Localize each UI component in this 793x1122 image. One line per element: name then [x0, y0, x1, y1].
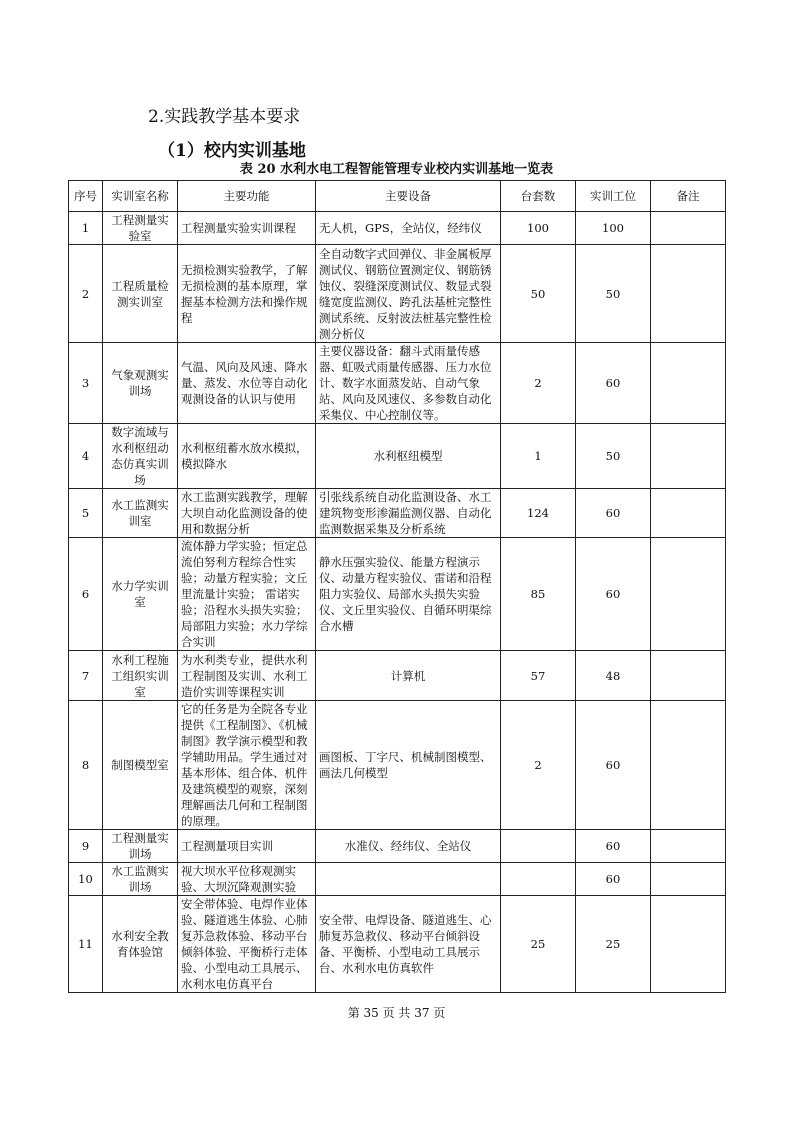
- cell-notes: [651, 343, 726, 424]
- cell-stations: 60: [576, 538, 651, 651]
- cell-equipment: [316, 863, 501, 896]
- training-base-table: [68, 180, 726, 993]
- cell-sets: [501, 830, 576, 863]
- cell-notes: [651, 896, 726, 993]
- cell-stations: 50: [576, 245, 651, 343]
- cell-sets: 124: [501, 489, 576, 538]
- cell-room: 水利安全教育体验馆: [103, 896, 178, 993]
- cell-function: 水利枢纽蓄水放水模拟，模拟降水: [178, 424, 316, 489]
- cell-seq: 8: [69, 701, 103, 830]
- cell-notes: [651, 538, 726, 651]
- cell-sets: 50: [501, 245, 576, 343]
- cell-function: 流体静力学实验；恒定总流伯努利方程综合性实验；动量方程实验；文丘里流量计实验； 雷诺实验；沿程水头损失实验；局部阻力实验；水力学综合实训: [178, 538, 316, 651]
- table-row: [69, 212, 726, 245]
- cell-seq: 2: [69, 245, 103, 343]
- header-sets: 台套数: [501, 181, 576, 212]
- header-stations: 实训工位: [576, 181, 651, 212]
- cell-room: 水力学实训室: [103, 538, 178, 651]
- cell-stations: 60: [576, 863, 651, 896]
- cell-stations: 60: [576, 830, 651, 863]
- table-row: [69, 343, 726, 424]
- cell-function: 工程测量实验实训课程: [178, 212, 316, 245]
- cell-equipment: 引张线系统自动化监测设备、水工建筑物变形渗漏监测仪器、自动化监测数据采集及分析系统: [316, 489, 501, 538]
- cell-notes: [651, 863, 726, 896]
- cell-room: 数字流域与水利枢纽动态仿真实训场: [103, 424, 178, 489]
- table-row: [69, 424, 726, 489]
- cell-sets: 57: [501, 651, 576, 701]
- section-title: 2.实践教学基本要求: [148, 107, 301, 127]
- cell-equipment: 画图板、丁字尺、机械制图模型、画法几何模型: [316, 701, 501, 830]
- cell-room: 气象观测实训场: [103, 343, 178, 424]
- cell-function: 工程测量项目实训: [178, 830, 316, 863]
- header-equipment: 主要设备: [316, 181, 501, 212]
- header-function: 主要功能: [178, 181, 316, 212]
- table-row: [69, 896, 726, 993]
- cell-seq: 5: [69, 489, 103, 538]
- cell-room: 水工监测实训场: [103, 863, 178, 896]
- cell-equipment: 静水压强实验仪、能量方程演示仪、动量方程实验仪、雷诺和沿程阻力实验仪、局部水头损失实验仪、文丘里实验仪、自循环明渠综合水槽: [316, 538, 501, 651]
- cell-seq: 10: [69, 863, 103, 896]
- cell-function: 水工监测实践教学，理解大坝自动化监测设备的使用和数据分析: [178, 489, 316, 538]
- cell-stations: 100: [576, 212, 651, 245]
- cell-seq: 3: [69, 343, 103, 424]
- cell-function: 为水利类专业，提供水利工程制图及实训、水利工造价实训等课程实训: [178, 651, 316, 701]
- cell-sets: 25: [501, 896, 576, 993]
- cell-seq: 1: [69, 212, 103, 245]
- cell-sets: 85: [501, 538, 576, 651]
- cell-equipment: 全自动数字式回弹仪、非金属板厚测试仪、钢筋位置测定仪、钢筋锈蚀仪、裂缝深度测试仪、数显式裂缝宽度监测仪、跨孔法基桩完整性测试系统、反射波法桩基完整性检测分析仪: [316, 245, 501, 343]
- cell-seq: 11: [69, 896, 103, 993]
- cell-notes: [651, 424, 726, 489]
- table-row: [69, 651, 726, 701]
- cell-equipment: 水准仪、经纬仪、全站仪: [316, 830, 501, 863]
- table-caption: 表 20 水利水电工程智能管理专业校内实训基地一览表: [239, 162, 554, 177]
- cell-function: 它的任务是为全院各专业提供《工程制图》、《机械制图》教学演示模型和教学辅助用品。学生通过对基本形体、组合体、机件及建筑模型的观察，深刻理解画法几何和工程制图的原理。: [178, 701, 316, 830]
- cell-room: 水利工程施工组织实训室: [103, 651, 178, 701]
- table-row: [69, 538, 726, 651]
- cell-notes: [651, 245, 726, 343]
- cell-equipment: 主要仪器设备：翻斗式雨量传感器、虹吸式雨量传感器、压力水位计、数字水面蒸发站、自动气象站、风向及风速仪、多参数自动化采集仪、中心控制仪等。: [316, 343, 501, 424]
- page-footer: 第 35 页 共 37 页: [347, 1006, 446, 1020]
- table-row: [69, 489, 726, 538]
- cell-room: 制图模型室: [103, 701, 178, 830]
- cell-sets: 2: [501, 343, 576, 424]
- cell-sets: 2: [501, 701, 576, 830]
- cell-sets: 1: [501, 424, 576, 489]
- cell-stations: 25: [576, 896, 651, 993]
- cell-seq: 9: [69, 830, 103, 863]
- cell-notes: [651, 701, 726, 830]
- cell-sets: 100: [501, 212, 576, 245]
- cell-room: 工程质量检测实训室: [103, 245, 178, 343]
- cell-function: 气温、风向及风速、降水量、蒸发、水位等自动化观测设备的认识与使用: [178, 343, 316, 424]
- cell-function: 视大坝水平位移观测实验、大坝沉降观测实验: [178, 863, 316, 896]
- cell-stations: 60: [576, 489, 651, 538]
- cell-room: 水工监测实训室: [103, 489, 178, 538]
- cell-sets: [501, 863, 576, 896]
- cell-equipment: 计算机: [316, 651, 501, 701]
- cell-room: 工程测量实验室: [103, 212, 178, 245]
- table-row: [69, 863, 726, 896]
- cell-equipment: 无人机，GPS，全站仪，经纬仪: [316, 212, 501, 245]
- cell-equipment: 安全带、电焊设备、隧道逃生、心肺复苏急救仪、移动平台倾斜设备、平衡桥、小型电动工具展示台、水利水电仿真软件: [316, 896, 501, 993]
- subsection-title: （1）校内实训基地: [158, 141, 306, 161]
- cell-equipment: 水利枢纽模型: [316, 424, 501, 489]
- cell-seq: 6: [69, 538, 103, 651]
- cell-stations: 50: [576, 424, 651, 489]
- table-header-row: [69, 181, 726, 212]
- cell-stations: 60: [576, 701, 651, 830]
- cell-notes: [651, 212, 726, 245]
- cell-seq: 7: [69, 651, 103, 701]
- cell-notes: [651, 830, 726, 863]
- cell-seq: 4: [69, 424, 103, 489]
- table-row: [69, 701, 726, 830]
- header-seq: 序号: [69, 181, 103, 212]
- table-row: [69, 830, 726, 863]
- header-notes: 备注: [651, 181, 726, 212]
- cell-function: 安全带体验、电焊作业体验、隧道逃生体验、心肺复苏急救体验、移动平台倾斜体验、平衡桥行走体验、小型电动工具展示、水利水电仿真平台: [178, 896, 316, 993]
- cell-notes: [651, 651, 726, 701]
- cell-notes: [651, 489, 726, 538]
- cell-room: 工程测量实训场: [103, 830, 178, 863]
- cell-stations: 48: [576, 651, 651, 701]
- cell-function: 无损检测实验教学，了解无损检测的基本原理，掌握基本检测方法和操作规程: [178, 245, 316, 343]
- cell-stations: 60: [576, 343, 651, 424]
- table-row: [69, 245, 726, 343]
- header-room: 实训室名称: [103, 181, 178, 212]
